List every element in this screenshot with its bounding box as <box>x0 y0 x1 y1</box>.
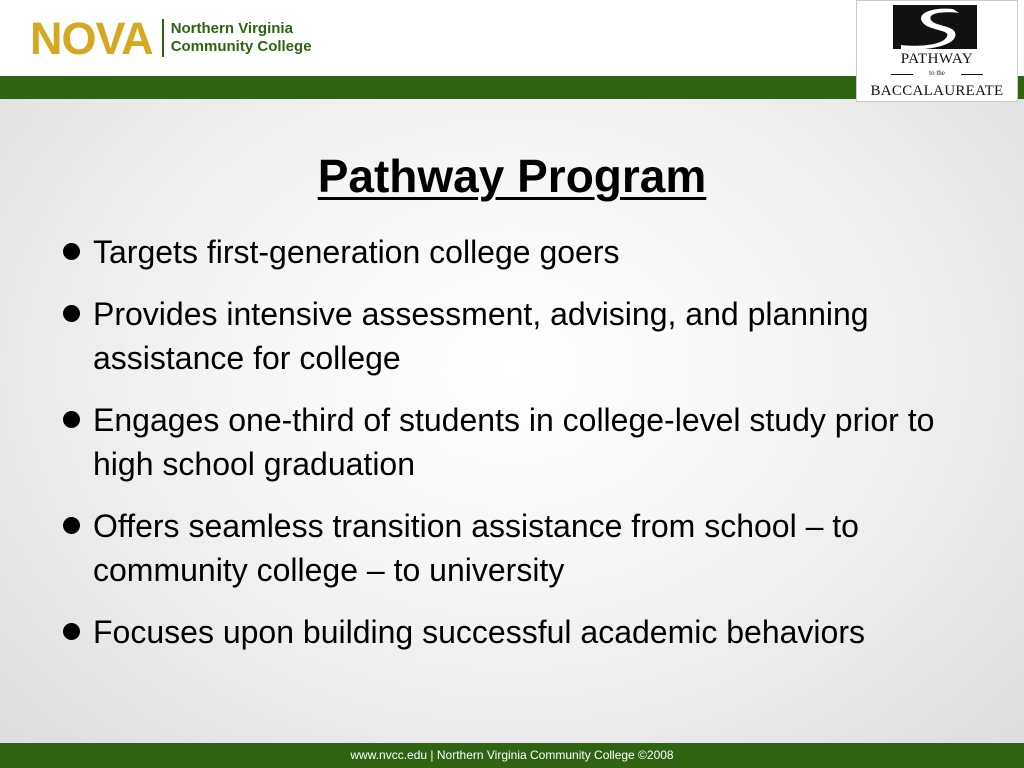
pathway-logo <box>856 0 1018 102</box>
pathway-rule-right <box>961 74 983 75</box>
bullet-dot-icon <box>63 305 80 322</box>
slide-title <box>0 148 1024 204</box>
slide-footer <box>0 743 1024 768</box>
bullet-dot-icon <box>63 517 80 534</box>
bullet-item <box>60 230 960 274</box>
bullet-text: Provides intensive assessment, advising, and planning assistance for college <box>93 296 869 376</box>
pathway-s-mark-icon <box>893 5 977 49</box>
slide-title-text: Pathway Program <box>317 150 707 202</box>
bullet-text: Engages one-third of students in college-level study prior to high school graduation <box>93 402 935 482</box>
footer-text: www.nvcc.edu | Northern Virginia Community College ©2008 <box>350 748 674 762</box>
bullet-list <box>60 230 960 672</box>
pathway-logo-line3: BACCALAUREATE <box>870 83 1004 99</box>
college-name <box>171 20 312 56</box>
bullet-item <box>60 504 960 592</box>
bullet-text: Focuses upon building successful academic behaviors <box>93 614 865 650</box>
bullet-text: Offers seamless transition assistance from school – to community college – to university <box>93 508 859 588</box>
nova-logo-word: NOVA <box>30 12 153 64</box>
bullet-dot-icon <box>63 411 80 428</box>
bullet-text: Targets first-generation college goers <box>93 234 620 270</box>
logo-divider <box>162 19 164 57</box>
bullet-item <box>60 292 960 380</box>
college-name-line2: Community College <box>170 38 312 55</box>
pathway-logo-line2: to the <box>929 69 945 77</box>
bullet-item <box>60 398 960 486</box>
bullet-item <box>60 610 960 654</box>
pathway-logo-line1: PATHWAY <box>900 51 974 67</box>
bullet-dot-icon <box>63 243 80 260</box>
college-name-line1: Northern Virginia <box>170 20 293 37</box>
bullet-dot-icon <box>63 623 80 640</box>
nova-logo <box>30 14 312 62</box>
